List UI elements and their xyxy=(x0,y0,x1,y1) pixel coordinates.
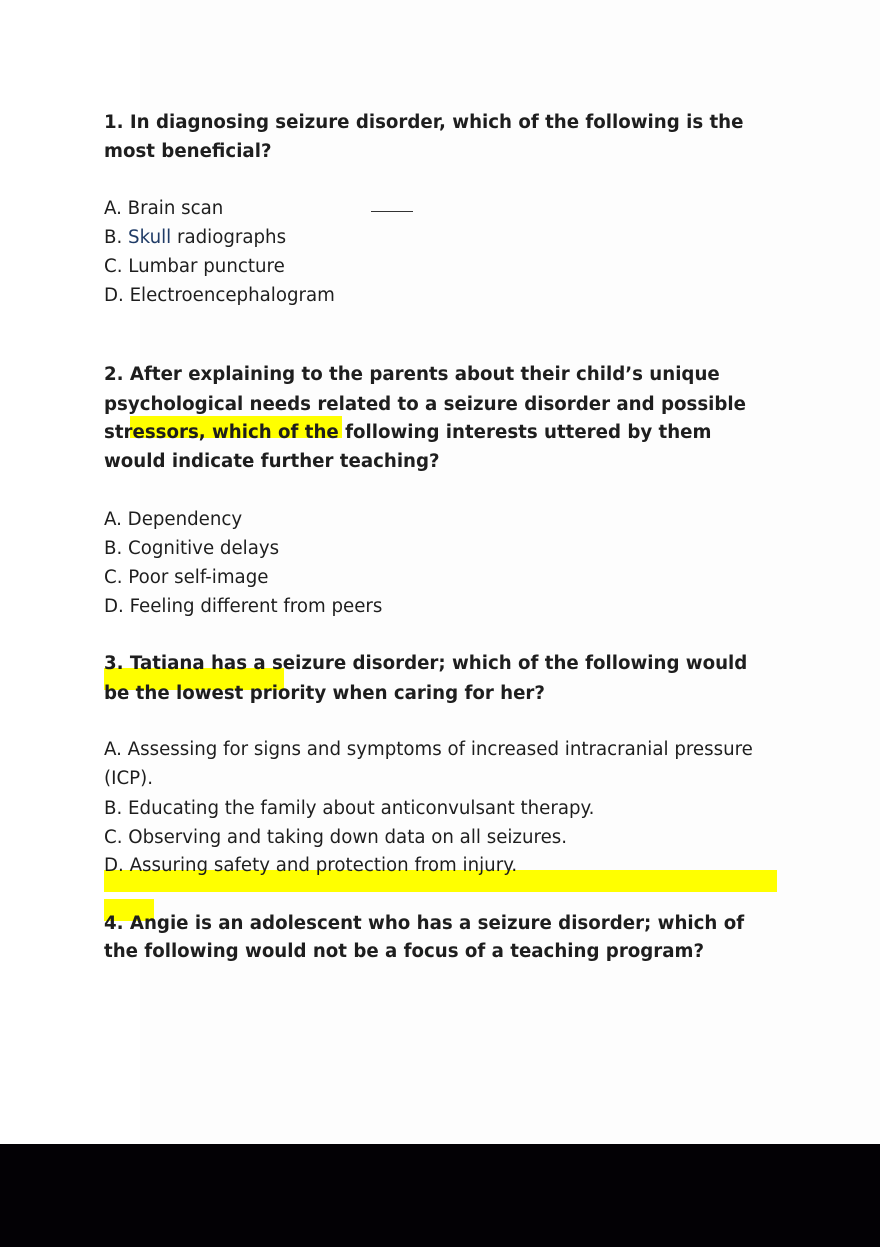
question-3-option-c: C. Observing and taking down data on all seizures. xyxy=(104,827,568,848)
question-3-option-d: D. Assuring safety and protection from injury. xyxy=(104,855,518,876)
question-4-line-1: 4. Angie is an adolescent who has a seizure disorder; which of xyxy=(104,913,745,934)
option-b-prefix: B. xyxy=(104,227,129,248)
viewer-background xyxy=(0,1144,880,1247)
question-1-option-b xyxy=(104,223,286,252)
question-3-line-1: 3. Tatiana has a seizure disorder; which of the following would xyxy=(104,653,748,674)
question-1-line-2: most beneficial? xyxy=(104,141,272,162)
question-2-option-d: D. Feeling different from peers xyxy=(104,596,383,617)
option-b-rest: radiographs xyxy=(171,227,287,248)
skull-link[interactable]: Skull xyxy=(128,227,172,248)
question-2-line-4: would indicate further teaching? xyxy=(104,451,440,472)
question-3-option-a-cont: (ICP). xyxy=(104,768,154,789)
blank-answer-line xyxy=(371,211,413,212)
question-3-option-b: B. Educating the family about anticonvulsant therapy. xyxy=(104,798,595,819)
question-1-option-c: C. Lumbar puncture xyxy=(104,256,285,277)
question-3-line-2: be the lowest priority when caring for her? xyxy=(104,683,545,704)
question-3-option-a: A. Assessing for signs and symptoms of increased intracranial pressure xyxy=(104,739,753,760)
question-2-option-a: A. Dependency xyxy=(104,509,243,530)
question-2-line-2: psychological needs related to a seizure disorder and possible xyxy=(104,394,746,415)
question-1-option-a: A. Brain scan xyxy=(104,198,224,219)
question-2-line-3: stressors, which of the following interests uttered by them xyxy=(104,422,712,443)
question-1-line-1: 1. In diagnosing seizure disorder, which of the following is the xyxy=(104,112,744,133)
question-2-option-c: C. Poor self-image xyxy=(104,567,269,588)
question-2-option-b: B. Cognitive delays xyxy=(104,538,280,559)
question-1-option-d: D. Electroencephalogram xyxy=(104,285,335,306)
question-4-line-2: the following would not be a focus of a teaching program? xyxy=(104,941,705,962)
question-2-line-1: 2. After explaining to the parents about their child’s unique xyxy=(104,364,720,385)
